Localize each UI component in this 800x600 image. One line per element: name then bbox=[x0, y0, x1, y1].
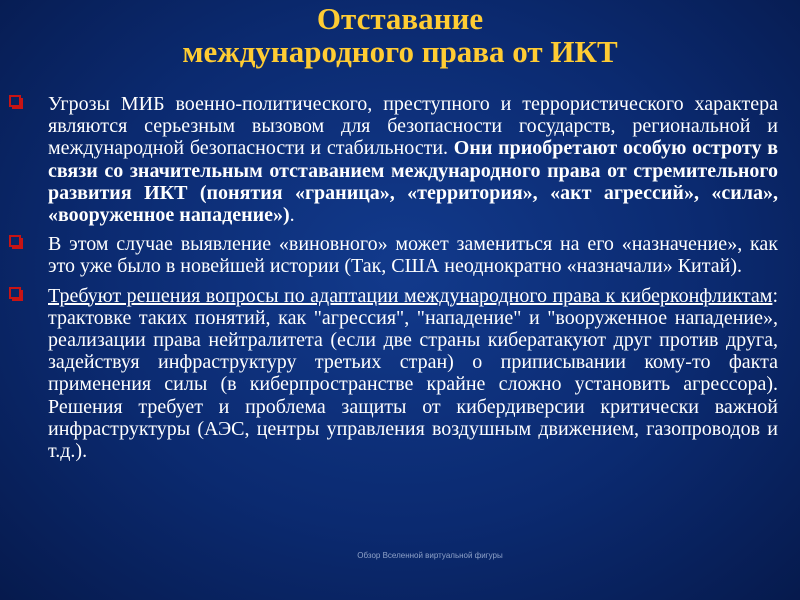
hollow-square-bullet-icon bbox=[8, 286, 24, 303]
bullet-1-bold: Они приобретают особую остроту в связи со значительным отставанием международного права от стремительного развития ИКТ (понятия «граница», «территория», «акт агрессий», «сила», «вооруженное нападение») bbox=[48, 137, 778, 227]
slide-footer: Обзор Вселенной виртуальной фигуры bbox=[357, 551, 503, 560]
bullet-text-2: В этом случае выявление «виновного» может замениться на его «назначение», как это уже было в новейшей истории (Так, США неоднократно «назначали» Китай). bbox=[48, 233, 778, 278]
bullet-item-3 bbox=[8, 285, 778, 463]
bullet-text-3 bbox=[48, 285, 778, 463]
bullet-list bbox=[8, 93, 778, 462]
hollow-square-bullet-icon bbox=[8, 234, 24, 251]
bullet-item-1 bbox=[8, 93, 778, 226]
bullet-item-2 bbox=[8, 233, 778, 277]
bullet-text-1 bbox=[48, 93, 778, 226]
bullet-3-underlined: Требуют решения вопросы по адаптации международного права к киберконфликтам bbox=[48, 284, 773, 307]
bullet-1-intro: Угрозы МИБ военно-политического, преступного и террористического характера являются серьезным вызовом для безопасности государств, региональной и международной безопасности и стабильности. bbox=[48, 93, 778, 160]
hollow-square-bullet-icon bbox=[8, 94, 24, 111]
bullet-1-end: . bbox=[289, 204, 295, 227]
slide-title-line-2: международного права от ИКТ bbox=[182, 34, 618, 69]
slide-title bbox=[0, 2, 800, 68]
slide-title-line-1: Отставание bbox=[316, 1, 484, 36]
bullet-3-rest: : трактовке таких понятий, как "агрессия", "нападение" и "вооруженное нападение», реализации права нейтралитета (если две страны кибератакуют друг против друга, задействуя инфраструктуру третьих стран) о приписывании кому-то факта применения силы (в киберпространстве крайне сложно установить агрессора). Решения требует и проблема защиты от кибердиверсии критически важной инфраструктуры (АЭС, центры управления воздушным движением, газопроводов и т.д.). bbox=[48, 284, 778, 463]
